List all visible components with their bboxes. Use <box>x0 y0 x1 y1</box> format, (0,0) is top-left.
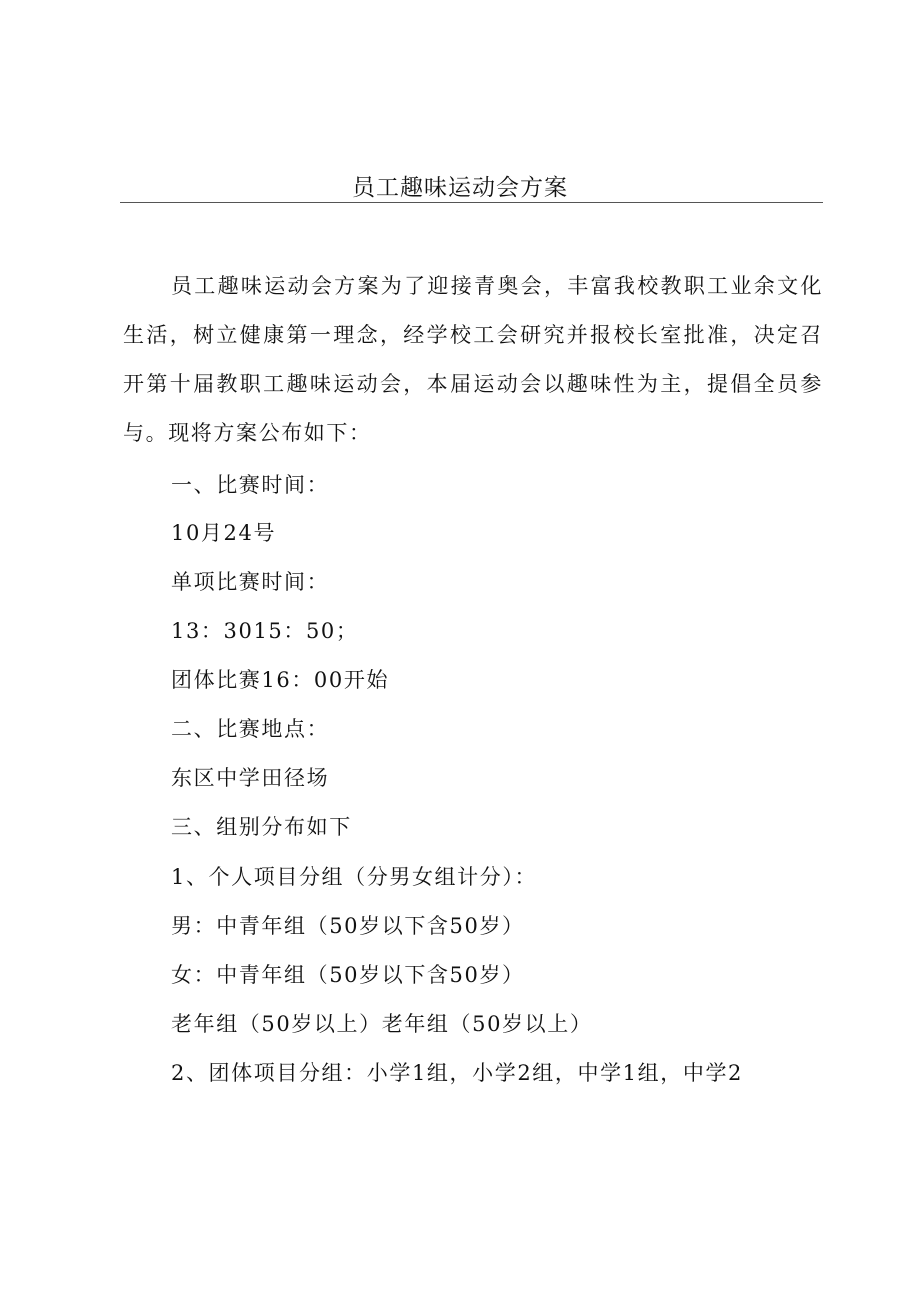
section-heading-time: 一、比赛时间： <box>171 473 330 497</box>
team-time: 团体比赛16：00开始 <box>171 668 390 692</box>
female-group: 女：中青年组（50岁以下含50岁） <box>171 963 525 987</box>
match-date: 10月24号 <box>171 521 277 545</box>
title-underline <box>120 202 823 203</box>
section-heading-groups: 三、组别分布如下 <box>171 815 352 839</box>
team-groups: 2、团体项目分组：小学1组，小学2组，中学1组，中学2 <box>171 1061 744 1085</box>
senior-groups: 老年组（50岁以上）老年组（50岁以上） <box>171 1012 593 1036</box>
individual-groups-heading: 1、个人项目分组（分男女组计分）： <box>171 865 538 889</box>
individual-time-value: 13：3015：50； <box>171 619 359 643</box>
individual-time-label: 单项比赛时间： <box>171 570 330 594</box>
venue-value: 东区中学田径场 <box>171 766 330 790</box>
section-heading-venue: 二、比赛地点： <box>171 717 330 741</box>
intro-paragraph: 员工趣味运动会方案为了迎接青奥会，丰富我校教职工业余文化生活，树立健康第一理念，经学校工会研究并报校长室批准，决定召开第十届教职工趣味运动会，本届运动会以趣味性为主，提倡全员参与。现将方案公布如下： <box>123 274 823 445</box>
page-title: 员工趣味运动会方案 <box>352 175 568 201</box>
male-group: 男：中青年组（50岁以下含50岁） <box>171 914 525 938</box>
